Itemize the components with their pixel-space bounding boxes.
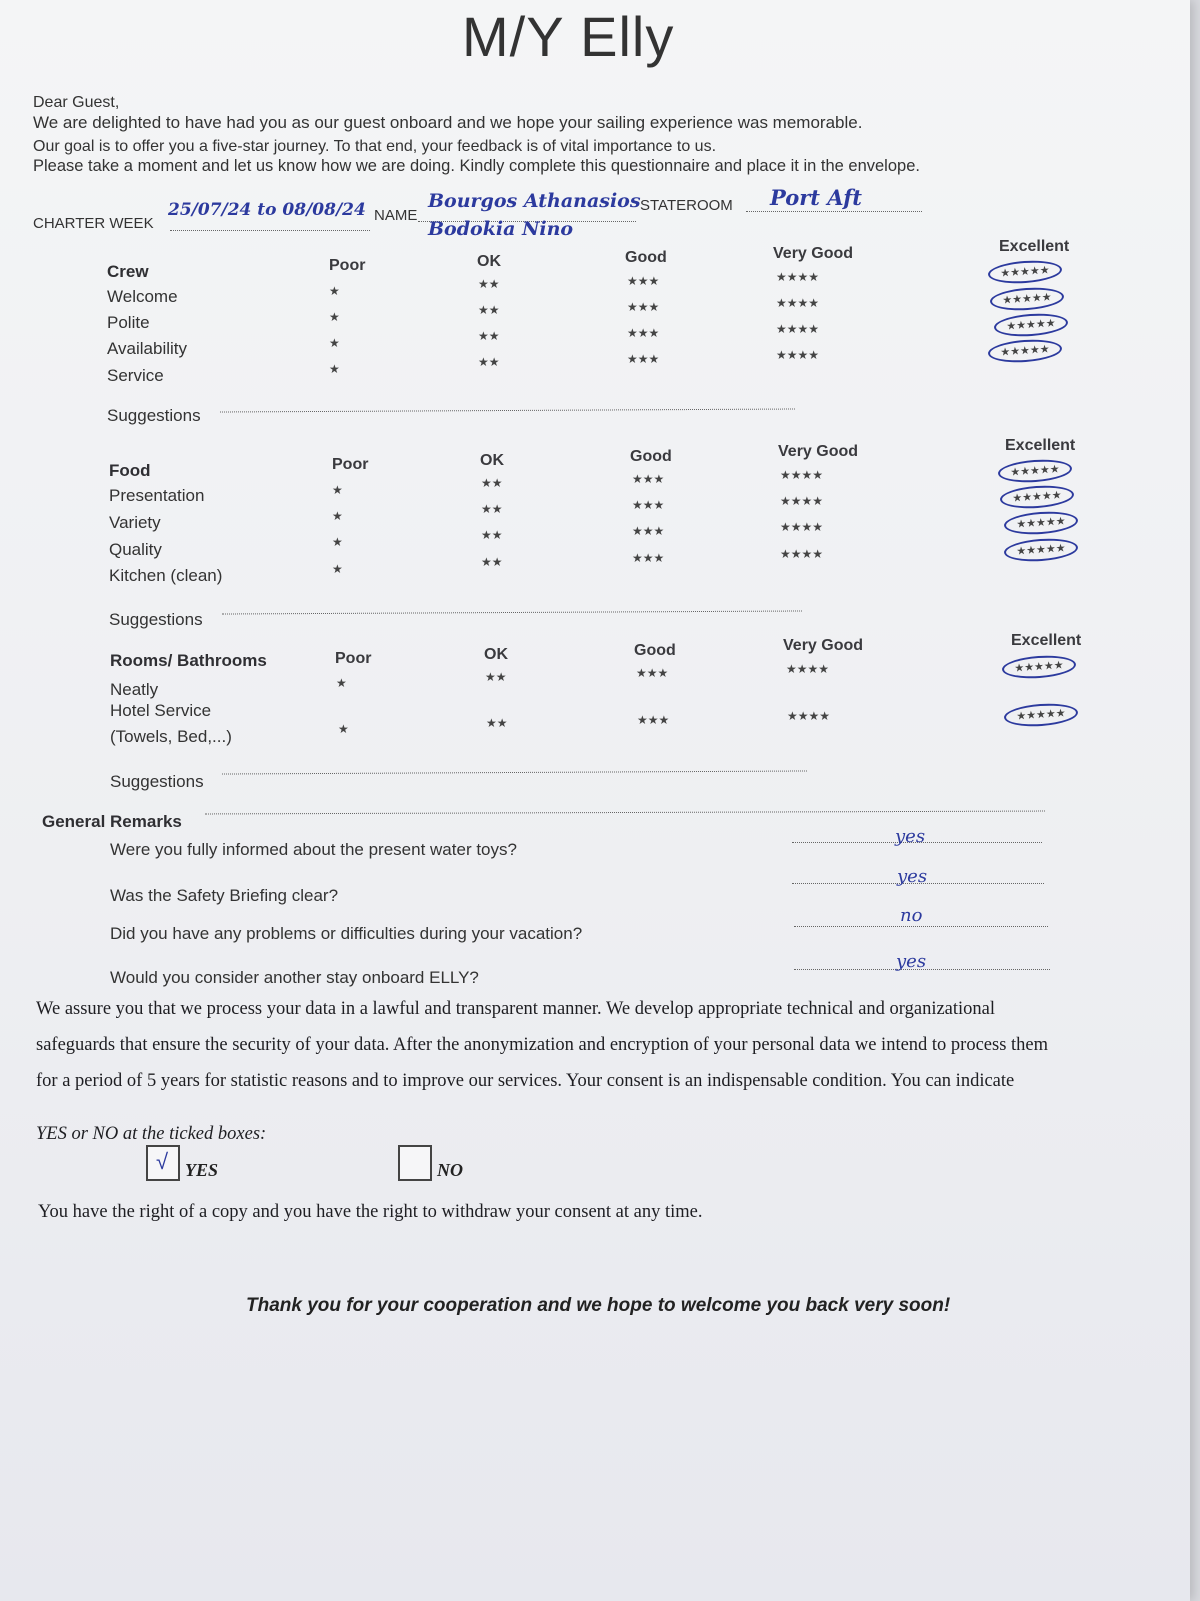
question-another-stay: Would you consider another stay onboard ELLY? bbox=[110, 968, 479, 987]
food-col-excellent: Excellent bbox=[1005, 437, 1076, 454]
food-presentation-very-good[interactable]: ★★★★ bbox=[780, 468, 824, 482]
rights-notice: You have the right of a copy and you have the right to withdraw your consent at any time. bbox=[38, 1202, 703, 1222]
food-row-kitchen: Kitchen (clean) bbox=[109, 566, 223, 585]
rooms-col-very-good: Very Good bbox=[783, 637, 864, 654]
food-kitchen-good[interactable]: ★★★ bbox=[632, 551, 665, 565]
food-variety-excellent-circled[interactable]: ★★★★★ bbox=[999, 483, 1074, 510]
food-quality-very-good[interactable]: ★★★★ bbox=[780, 520, 824, 534]
rooms-row-hotel-service: Hotel Service bbox=[110, 701, 212, 720]
crew-col-very-good: Very Good bbox=[773, 245, 854, 262]
food-row-quality: Quality bbox=[109, 540, 162, 559]
crew-availability-excellent-circled[interactable]: ★★★★★ bbox=[993, 311, 1068, 338]
food-variety-poor[interactable]: ★ bbox=[332, 509, 343, 523]
answer-another-stay: yes bbox=[896, 951, 927, 972]
rooms-hotel-service-very-good[interactable]: ★★★★ bbox=[787, 709, 831, 723]
crew-polite-very-good[interactable]: ★★★★ bbox=[776, 296, 820, 310]
consent-yes-checkbox[interactable] bbox=[146, 1145, 180, 1181]
crew-col-excellent: Excellent bbox=[999, 238, 1070, 255]
crew-row-polite: Polite bbox=[107, 313, 150, 332]
page-title: M/Y Elly bbox=[462, 5, 675, 68]
food-col-poor: Poor bbox=[332, 456, 369, 473]
name-label: NAME bbox=[374, 207, 418, 224]
rooms-neatly-poor[interactable]: ★ bbox=[336, 676, 347, 690]
intro-line-2: Our goal is to offer you a five-star journey. To that end, your feedback is of vital importance to us. bbox=[33, 138, 717, 155]
crew-service-ok[interactable]: ★★ bbox=[478, 355, 500, 369]
rooms-hotel-service-excellent-circled[interactable]: ★★★★★ bbox=[1003, 701, 1078, 728]
crew-availability-poor[interactable]: ★ bbox=[329, 336, 340, 350]
legal-line-1: We assure you that we process your data in a lawful and transparent manner. We develop appropriate technical and organizational bbox=[36, 999, 996, 1019]
crew-row-welcome: Welcome bbox=[107, 287, 178, 306]
intro-line-3: Please take a moment and let us know how we are doing. Kindly complete this questionnaire and place it in the envelope. bbox=[33, 157, 920, 175]
answer-water-toys: yes bbox=[895, 826, 926, 847]
rooms-suggestions-label: Suggestions bbox=[110, 772, 204, 791]
food-col-ok: OK bbox=[480, 452, 504, 469]
crew-row-service: Service bbox=[107, 366, 164, 385]
food-variety-very-good[interactable]: ★★★★ bbox=[780, 494, 824, 508]
rooms-neatly-very-good[interactable]: ★★★★ bbox=[786, 662, 830, 676]
crew-suggestions-field[interactable] bbox=[220, 408, 795, 412]
crew-service-poor[interactable]: ★ bbox=[329, 362, 340, 376]
charter-week-value: 25/07/24 to 08/08/24 bbox=[168, 200, 366, 220]
check-mark-icon: √ bbox=[156, 1149, 169, 1174]
food-variety-ok[interactable]: ★★ bbox=[481, 502, 503, 516]
crew-service-good[interactable]: ★★★ bbox=[627, 352, 660, 366]
food-row-presentation: Presentation bbox=[109, 486, 205, 505]
rooms-section-title: Rooms/ Bathrooms bbox=[110, 651, 267, 670]
crew-col-poor: Poor bbox=[329, 257, 366, 274]
name-value-1: Bourgos Athanasios bbox=[428, 190, 641, 212]
rooms-col-poor: Poor bbox=[335, 650, 372, 667]
question-water-toys: Were you fully informed about the present water toys? bbox=[110, 840, 517, 859]
crew-polite-excellent-circled[interactable]: ★★★★★ bbox=[989, 285, 1064, 312]
general-remarks-title: General Remarks bbox=[42, 812, 182, 831]
crew-welcome-poor[interactable]: ★ bbox=[329, 284, 340, 298]
food-kitchen-excellent-circled[interactable]: ★★★★★ bbox=[1003, 536, 1078, 563]
charter-week-label: CHARTER WEEK bbox=[33, 215, 154, 232]
consent-no-checkbox[interactable] bbox=[398, 1145, 432, 1181]
food-row-variety: Variety bbox=[109, 513, 161, 532]
question-problems: Did you have any problems or difficulties during your vacation? bbox=[110, 924, 583, 943]
rooms-neatly-excellent-circled[interactable]: ★★★★★ bbox=[1001, 653, 1076, 680]
general-remarks-field[interactable] bbox=[205, 811, 1045, 815]
legal-line-2: safeguards that ensure the security of your data. After the anonymization and encryption of your personal data we intend to process them bbox=[36, 1035, 1049, 1055]
food-presentation-good[interactable]: ★★★ bbox=[632, 472, 665, 486]
rooms-neatly-ok[interactable]: ★★ bbox=[485, 670, 507, 684]
rooms-hotel-service-good[interactable]: ★★★ bbox=[637, 713, 670, 727]
thank-you-message: Thank you for your cooperation and we hope to welcome you back very soon! bbox=[246, 1295, 951, 1316]
legal-line-4: YES or NO at the ticked boxes: bbox=[36, 1124, 267, 1144]
stateroom-field[interactable] bbox=[746, 211, 922, 212]
rooms-col-ok: OK bbox=[484, 646, 508, 663]
crew-welcome-very-good[interactable]: ★★★★ bbox=[776, 270, 820, 284]
crew-polite-ok[interactable]: ★★ bbox=[478, 303, 500, 317]
food-col-very-good: Very Good bbox=[778, 443, 859, 460]
answer-safety-briefing: yes bbox=[897, 866, 928, 887]
consent-no-label: NO bbox=[437, 1160, 463, 1180]
rooms-col-good: Good bbox=[634, 642, 676, 659]
rooms-row-neatly: Neatly bbox=[110, 680, 159, 699]
crew-col-ok: OK bbox=[477, 253, 501, 270]
stateroom-value: Port Aft bbox=[770, 185, 862, 210]
rooms-hotel-service-ok[interactable]: ★★ bbox=[486, 716, 508, 730]
crew-polite-good[interactable]: ★★★ bbox=[627, 300, 660, 314]
crew-availability-ok[interactable]: ★★ bbox=[478, 329, 500, 343]
intro-line-1: We are delighted to have had you as our guest onboard and we hope your sailing experience was memorable. bbox=[33, 113, 863, 132]
crew-row-availability: Availability bbox=[107, 339, 188, 358]
legal-line-3: for a period of 5 years for statistic reasons and to improve our services. Your consent is an indispensable condition. You can indicate bbox=[36, 1071, 1015, 1091]
food-quality-poor[interactable]: ★ bbox=[332, 535, 343, 549]
food-presentation-poor[interactable]: ★ bbox=[332, 483, 343, 497]
crew-service-very-good[interactable]: ★★★★ bbox=[776, 348, 820, 362]
food-kitchen-poor[interactable]: ★ bbox=[332, 562, 343, 576]
food-kitchen-very-good[interactable]: ★★★★ bbox=[780, 547, 824, 561]
consent-yes-label: YES bbox=[185, 1160, 219, 1180]
food-quality-excellent-circled[interactable]: ★★★★★ bbox=[1003, 509, 1078, 536]
rooms-row-towels-bed: (Towels, Bed,...) bbox=[110, 727, 232, 746]
crew-welcome-excellent-circled[interactable]: ★★★★★ bbox=[987, 258, 1062, 285]
rooms-neatly-good[interactable]: ★★★ bbox=[636, 666, 669, 680]
answer-problems: no bbox=[900, 905, 923, 926]
food-kitchen-ok[interactable]: ★★ bbox=[481, 555, 503, 569]
rooms-col-excellent: Excellent bbox=[1011, 632, 1082, 649]
charter-week-field[interactable] bbox=[170, 230, 370, 231]
rooms-hotel-service-poor[interactable]: ★ bbox=[338, 722, 349, 736]
crew-welcome-good[interactable]: ★★★ bbox=[627, 274, 660, 288]
food-presentation-ok[interactable]: ★★ bbox=[481, 476, 503, 490]
food-section-title: Food bbox=[109, 461, 151, 480]
crew-service-excellent-circled[interactable]: ★★★★★ bbox=[987, 337, 1062, 364]
crew-polite-poor[interactable]: ★ bbox=[329, 310, 340, 324]
food-quality-good[interactable]: ★★★ bbox=[632, 524, 665, 538]
salutation: Dear Guest, bbox=[33, 94, 120, 111]
food-col-good: Good bbox=[630, 448, 672, 465]
food-quality-ok[interactable]: ★★ bbox=[481, 528, 503, 542]
rooms-suggestions-field[interactable] bbox=[222, 770, 807, 774]
answer-problems-field[interactable] bbox=[794, 926, 1048, 927]
crew-col-good: Good bbox=[625, 249, 667, 266]
crew-suggestions-label: Suggestions bbox=[107, 406, 201, 425]
question-safety-briefing: Was the Safety Briefing clear? bbox=[110, 886, 339, 905]
food-suggestions-label: Suggestions bbox=[109, 610, 203, 629]
name-value-2: Bodokia Nino bbox=[428, 218, 574, 240]
crew-availability-good[interactable]: ★★★ bbox=[627, 326, 660, 340]
food-suggestions-field[interactable] bbox=[222, 610, 802, 614]
stateroom-label: STATEROOM bbox=[640, 197, 733, 214]
food-variety-good[interactable]: ★★★ bbox=[632, 498, 665, 512]
food-presentation-excellent-circled[interactable]: ★★★★★ bbox=[997, 457, 1072, 484]
crew-section-title: Crew bbox=[107, 262, 149, 281]
crew-welcome-ok[interactable]: ★★ bbox=[478, 277, 500, 291]
crew-availability-very-good[interactable]: ★★★★ bbox=[776, 322, 820, 336]
